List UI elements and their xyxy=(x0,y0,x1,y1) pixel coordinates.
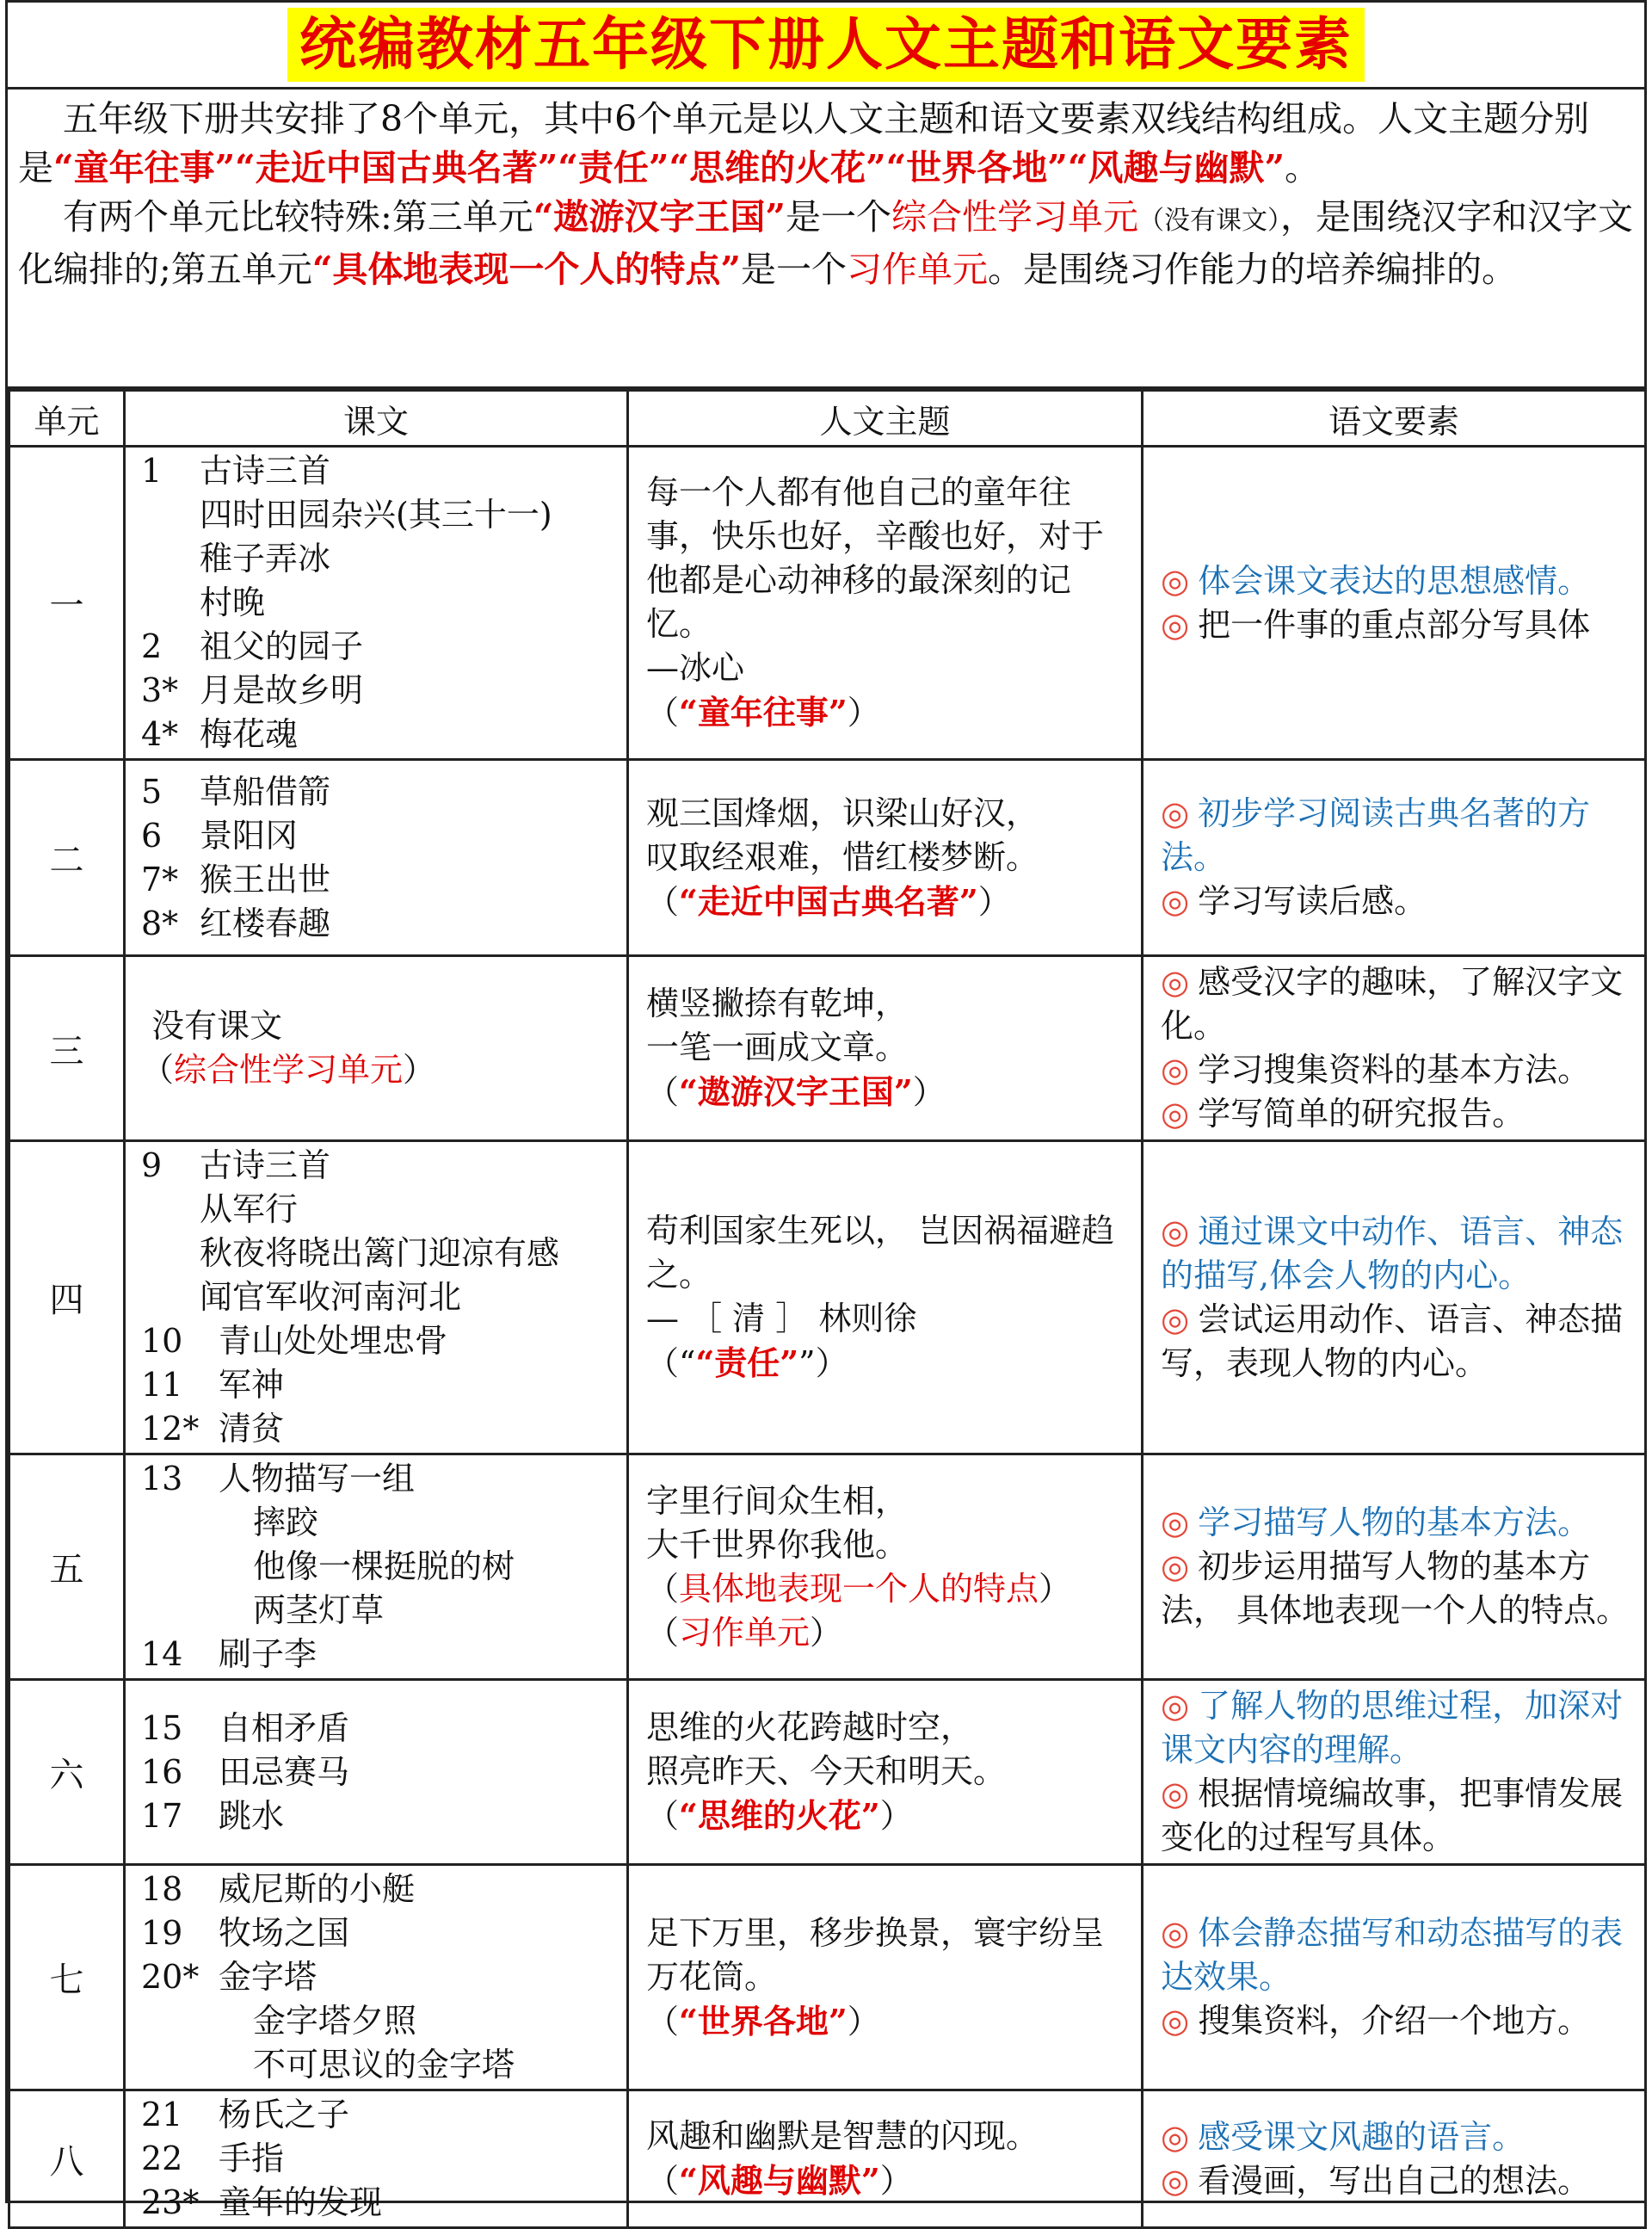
theme-cell: 字里行间众生相， 大千世界你我他。 （具体地表现一个人的特点） （习作单元） xyxy=(628,1454,1143,1680)
lesson-item: 4* 梅花魂 xyxy=(141,715,299,753)
bullet-icon: ◎ xyxy=(1161,1212,1190,1250)
theme-cell: 足下万里，移步换景，寰宇纷呈万花筒。 （“世界各地”） xyxy=(628,1865,1143,2090)
bullet-icon: ◎ xyxy=(1161,882,1190,920)
unit-label: 四 xyxy=(9,1141,125,1454)
theme-tag: “童年往事” xyxy=(679,693,848,732)
element-cell: ◎ 通过课文中动作、语言、神态的描写,体会人物的内心。 ◎ 尝试运用动作、语言、神态描写，表现人物的内心。 xyxy=(1143,1141,1646,1454)
lesson-item: 不可思议的金字塔 xyxy=(253,2046,515,2084)
lessons-cell xyxy=(125,760,628,956)
theme-tag: “世界各地” xyxy=(679,2001,848,2041)
lesson-item: 金字塔夕照 xyxy=(253,2002,417,2040)
element-cell: ◎ 学习描写人物的基本方法。 ◎ 初步运用描写人物的基本方法， 具体地表现一个人的特点。 xyxy=(1143,1454,1646,1680)
bullet-icon: ◎ xyxy=(1161,1775,1190,1812)
table-row xyxy=(9,1141,1646,1454)
theme-cell: 每一个人都有他自己的童年往事，快乐也好，辛酸也好，对于他都是心动神移的最深刻的记忆。 —冰心 （“童年往事”） xyxy=(628,447,1143,760)
unit-label: 六 xyxy=(9,1680,125,1865)
lesson-item: 8* 红楼春趣 xyxy=(141,904,331,942)
table-row xyxy=(9,2090,1646,2228)
header-lessons: 课文 xyxy=(125,391,628,447)
theme-cell: 观三国烽烟，识梁山好汉， 叹取经艰难，惜红楼梦断。 （“走近中国古典名著”） xyxy=(628,760,1143,956)
bullet-icon: ◎ xyxy=(1161,2002,1190,2040)
unit-label: 一 xyxy=(9,447,125,760)
lesson-item: 两茎灯草 xyxy=(253,1591,385,1629)
lesson-item: 21 杨氏之子 xyxy=(141,2096,350,2133)
lessons-cell xyxy=(125,447,628,760)
table-row xyxy=(9,760,1646,956)
title-bar xyxy=(8,3,1644,90)
theme-tag: “遨游汉字王国” xyxy=(679,1072,913,1111)
bullet-icon: ◎ xyxy=(1161,2117,1190,2156)
lessons-cell xyxy=(125,1680,628,1865)
page xyxy=(5,0,1647,2221)
lesson-item: 2 祖父的园子 xyxy=(141,627,364,665)
page-title: 统编教材五年级下册人文主题和语文要素 xyxy=(287,8,1365,82)
theme-cell: 苟利国家生死以， 岂因祸福避趋之。 — ［ 清 ］ 林则徐 （““责任””） xyxy=(628,1141,1143,1454)
lesson-item: 14 刷子李 xyxy=(141,1635,317,1673)
bullet-icon: ◎ xyxy=(1161,1051,1190,1089)
table-row xyxy=(9,1865,1646,2090)
lesson-item: 19 牧场之国 xyxy=(141,1914,350,1952)
lesson-item: 16 田忌赛马 xyxy=(141,1752,350,1791)
bullet-icon: ◎ xyxy=(1161,1547,1190,1585)
theme-tag: “风趣与幽默” xyxy=(1067,147,1285,188)
bullet-icon: ◎ xyxy=(1161,1503,1190,1541)
table-header-row xyxy=(9,391,1646,447)
header-unit: 单元 xyxy=(9,391,125,447)
unit-label: 八 xyxy=(9,2090,125,2228)
lesson-item: 10 青山处处埋忠骨 xyxy=(141,1322,448,1360)
lessons-cell xyxy=(125,1454,628,1680)
table-row xyxy=(9,1680,1646,1865)
theme-tag: “风趣与幽默” xyxy=(679,2161,880,2200)
element-cell: ◎ 体会静态描写和动态描写的表达效果。 ◎ 搜集资料，介绍一个地方。 xyxy=(1143,1865,1646,2090)
theme-cell: 思维的火花跨越时空， 照亮昨天、今天和明天。 （“思维的火花”） xyxy=(628,1680,1143,1865)
lesson-item: 1 古诗三首 xyxy=(141,452,331,490)
lesson-item: 11 军神 xyxy=(141,1366,285,1404)
lesson-item: 稚子弄冰 xyxy=(200,540,331,577)
bullet-icon: ◎ xyxy=(1161,794,1190,832)
theme-tag: “责任” xyxy=(558,147,669,188)
theme-tag: “走近中国古典名著” xyxy=(679,881,978,921)
lessons-cell xyxy=(125,956,628,1141)
bullet-icon: ◎ xyxy=(1161,2161,1190,2200)
bullet-icon: ◎ xyxy=(1161,1095,1190,1133)
unit-label: 七 xyxy=(9,1865,125,2090)
theme-tag: “思维的火花” xyxy=(679,1796,880,1835)
curriculum-table xyxy=(8,389,1647,2229)
lesson-item: 7* 猴王出世 xyxy=(141,860,331,898)
element-cell: ◎ 了解人物的思维过程，加深对课文内容的理解。 ◎ 根据情境编故事，把事情发展变化的过程写具体。 xyxy=(1143,1680,1646,1865)
theme-tag: “责任” xyxy=(695,1343,799,1382)
intro-paragraph-2: 有两个单元比较特殊:第三单元“遨游汉字王国”是一个综合性学习单元（没有课文），是围绕汉字和汉字文化编排的;第五单元“具体地表现一个人的特点”是一个习作单元。是围绕习作能力的培养编排的。 xyxy=(18,196,1633,290)
lesson-item: 没有课文 xyxy=(151,1007,283,1045)
lesson-item: 5 草船借箭 xyxy=(141,772,331,811)
theme-cell: 横竖撇捺有乾坤， 一笔一画成文章。 （“遨游汉字王国”） xyxy=(628,956,1143,1141)
unit-label: 五 xyxy=(9,1454,125,1680)
bullet-icon: ◎ xyxy=(1161,1914,1190,1952)
lesson-item: 6 景阳冈 xyxy=(141,816,299,855)
lesson-item: 他像一棵挺脱的树 xyxy=(253,1547,515,1585)
table-row xyxy=(9,447,1646,760)
lesson-item: 从军行 xyxy=(200,1190,299,1228)
intro-paragraph-1: 五年级下册共安排了8个单元，其中6个单元是以人文主题和语文要素双线结构组成。人文主题分别是“童年往事”“走近中国古典名著”“责任”“思维的火花”“世界各地”“风趣与幽默”。 xyxy=(18,98,1590,188)
bullet-icon: ◎ xyxy=(1161,605,1190,644)
table-row xyxy=(9,1454,1646,1680)
header-element: 语文要素 xyxy=(1143,391,1646,447)
lessons-cell xyxy=(125,1141,628,1454)
element-cell: ◎ 初步学习阅读古典名著的方法。 ◎ 学习写读后感。 xyxy=(1143,760,1646,956)
lesson-item: 20* 金字塔 xyxy=(141,1958,317,1996)
lesson-item: 摔跤 xyxy=(253,1503,319,1541)
lesson-item: 村晚 xyxy=(200,583,266,621)
theme-tag: 具体地表现一个人的特点 xyxy=(679,1569,1039,1608)
lessons-cell xyxy=(125,2090,628,2228)
lesson-item: 17 跳水 xyxy=(141,1796,285,1835)
unit-label: 三 xyxy=(9,956,125,1141)
theme-tag: “走近中国古典名著” xyxy=(235,147,558,188)
lesson-item: 秋夜将晓出篱门迎凉有感 xyxy=(200,1234,560,1272)
bullet-icon: ◎ xyxy=(1161,963,1190,1001)
bullet-icon: ◎ xyxy=(1161,561,1190,600)
element-cell: ◎ 体会课文表达的思想感情。 ◎ 把一件事的重点部分写具体 xyxy=(1143,447,1646,760)
unit-label: 二 xyxy=(9,760,125,956)
intro xyxy=(8,90,1644,389)
lesson-item: 3* 月是故乡明 xyxy=(141,671,364,709)
theme-tag: “思维的火花” xyxy=(669,147,886,188)
theme-tag: 习作单元 xyxy=(679,1613,811,1652)
lesson-item: 23* 童年的发现 xyxy=(141,2183,383,2221)
element-cell: ◎ 感受汉字的趣味，了解汉字文化。 ◎ 学习搜集资料的基本方法。 ◎ 学写简单的研究报告。 xyxy=(1143,956,1646,1141)
lesson-item: 18 威尼斯的小艇 xyxy=(141,1870,416,1908)
table-row xyxy=(9,956,1646,1141)
lesson-item: 15 自相矛盾 xyxy=(141,1708,350,1747)
lesson-item: 13 人物描写一组 xyxy=(141,1460,416,1497)
theme-tag: “童年往事” xyxy=(53,147,236,188)
theme-tag: “世界各地” xyxy=(885,147,1068,188)
bullet-icon: ◎ xyxy=(1161,1300,1190,1338)
header-theme: 人文主题 xyxy=(628,391,1143,447)
bullet-icon: ◎ xyxy=(1161,1687,1190,1725)
theme-cell: 风趣和幽默是智慧的闪现。 （“风趣与幽默”） xyxy=(628,2090,1143,2228)
lesson-item: 12* 清贫 xyxy=(141,1410,285,1448)
lesson-note: （综合性学习单元） xyxy=(141,1051,436,1089)
lesson-item: 22 手指 xyxy=(141,2139,285,2177)
element-cell: ◎ 感受课文风趣的语言。 ◎ 看漫画，写出自己的想法。 xyxy=(1143,2090,1646,2228)
lessons-cell xyxy=(125,1865,628,2090)
lesson-item: 四时田园杂兴(其三十一) xyxy=(200,496,552,534)
lesson-item: 闻官军收河南河北 xyxy=(200,1278,462,1316)
lesson-item: 9 古诗三首 xyxy=(141,1146,331,1184)
